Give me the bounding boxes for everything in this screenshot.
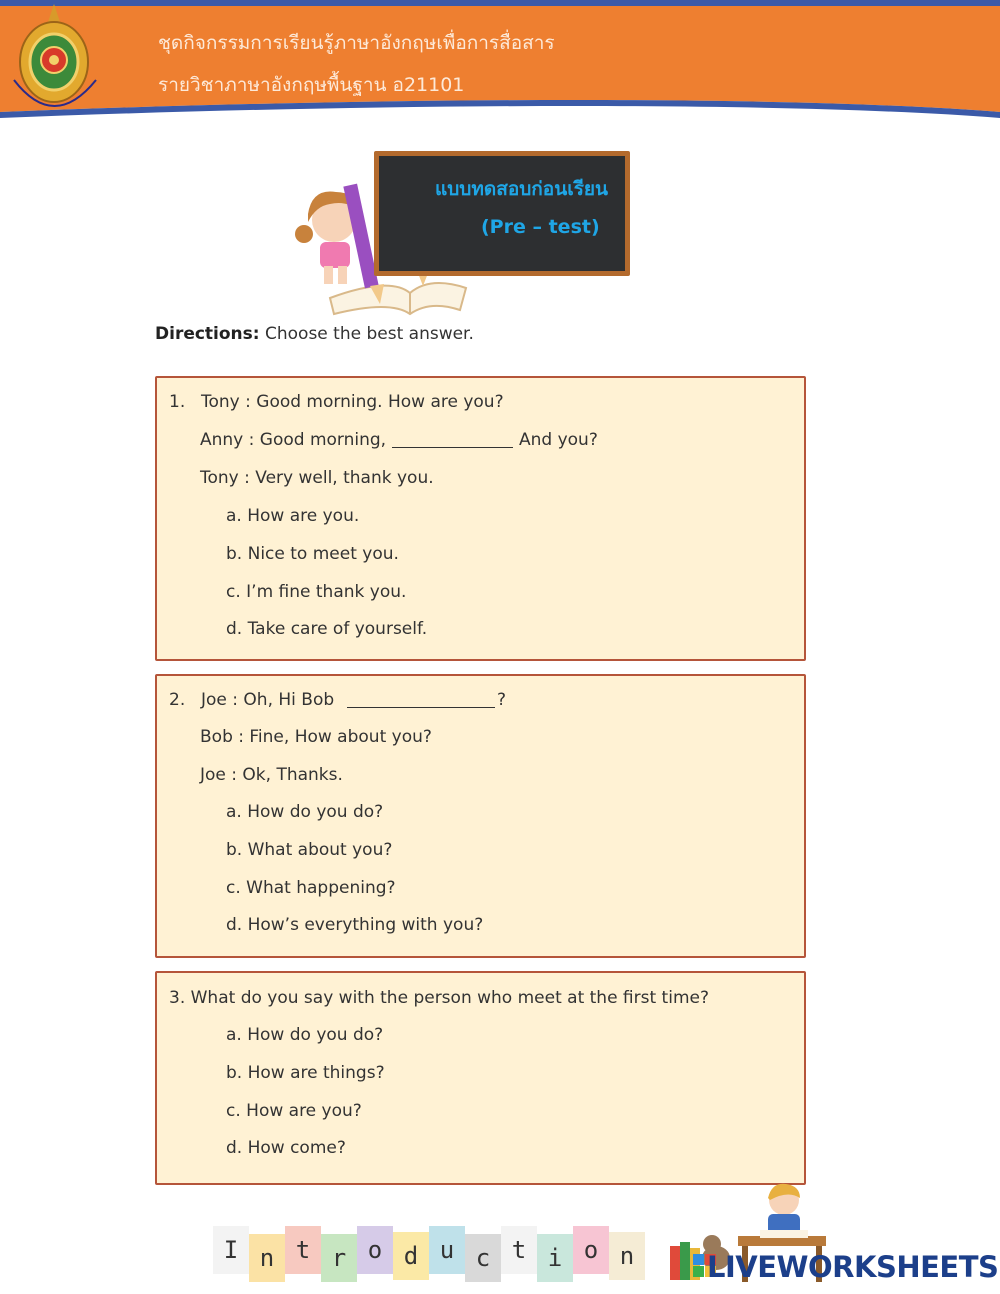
- question-2-option-d[interactable]: d. How’s everything with you?: [226, 915, 484, 935]
- board-subtitle: (Pre – test): [481, 216, 600, 238]
- brand-text: LIVEWORKSHEETS: [707, 1250, 999, 1284]
- question-1-line-3: Tony : Very well, thank you.: [200, 468, 434, 488]
- question-1-number: 1.: [169, 392, 186, 412]
- question-2-option-c[interactable]: c. What happening?: [226, 878, 396, 898]
- question-1-box: [155, 376, 806, 661]
- question-3-option-c[interactable]: c. How are you?: [226, 1101, 362, 1121]
- letter-tile: o: [357, 1226, 393, 1274]
- question-2-number: 2.: [169, 690, 186, 710]
- question-2-line-3: Joe : Ok, Thanks.: [200, 765, 343, 785]
- chalkboard: [374, 151, 630, 276]
- question-1-line-2-end: And you?: [519, 430, 598, 450]
- letter-tile: t: [285, 1226, 321, 1274]
- pretest-illustration: [290, 148, 640, 318]
- letter-tile: n: [609, 1232, 645, 1280]
- header-title-line2: รายวิชาภาษาอังกฤษพื้นฐาน อ21101: [158, 74, 465, 96]
- question-1-option-a[interactable]: a. How are you.: [226, 506, 360, 526]
- school-seal-icon: [0, 0, 108, 128]
- question-1-option-b[interactable]: b. Nice to meet you.: [226, 544, 399, 564]
- question-2-answer-blank[interactable]: [347, 694, 495, 708]
- question-3-prompt: 3. What do you say with the person who meet at the first time?: [169, 988, 709, 1008]
- letter-tile: u: [429, 1226, 465, 1274]
- question-3-option-a[interactable]: a. How do you do?: [226, 1025, 384, 1045]
- header-banner: [0, 0, 1000, 135]
- question-2-line-2: Bob : Fine, How about you?: [200, 727, 432, 747]
- letter-tile: n: [249, 1234, 285, 1282]
- question-2-box: [155, 674, 806, 958]
- directions-label: Directions:: [155, 324, 260, 344]
- question-2-option-a[interactable]: a. How do you do?: [226, 802, 384, 822]
- question-3-box: [155, 971, 806, 1185]
- question-3-option-b[interactable]: b. How are things?: [226, 1063, 385, 1083]
- question-1-option-d[interactable]: d. Take care of yourself.: [226, 619, 428, 639]
- question-3-option-d[interactable]: d. How come?: [226, 1138, 346, 1158]
- letter-tile: d: [393, 1232, 429, 1280]
- question-1-option-c[interactable]: c. I’m fine thank you.: [226, 582, 407, 602]
- banner-shape: [0, 0, 1000, 135]
- letter-tile: o: [573, 1226, 609, 1274]
- board-title: แบบทดสอบก่อนเรียน: [435, 178, 609, 200]
- directions-text: Choose the best answer.: [265, 324, 474, 344]
- question-1-line-2: Anny : Good morning,: [200, 430, 387, 450]
- question-2-option-b[interactable]: b. What about you?: [226, 840, 393, 860]
- letter-tile: i: [537, 1234, 573, 1282]
- question-2-line-1: Joe : Oh, Hi Bob: [201, 690, 335, 710]
- directions: [155, 324, 474, 344]
- letter-tile: t: [501, 1226, 537, 1274]
- question-1-line-1: Tony : Good morning. How are you?: [201, 392, 504, 412]
- question-1-answer-blank[interactable]: [392, 434, 513, 448]
- question-2-line-1-end: ?: [497, 690, 507, 710]
- letter-tile: I: [213, 1226, 249, 1274]
- liveworksheets-brand: [693, 1250, 998, 1284]
- header-title-line1: ชุดกิจกรรมการเรียนรู้ภาษาอังกฤษเพื่อการสื่อสาร: [158, 32, 555, 54]
- letter-tile: c: [465, 1234, 501, 1282]
- letter-tile: r: [321, 1234, 357, 1282]
